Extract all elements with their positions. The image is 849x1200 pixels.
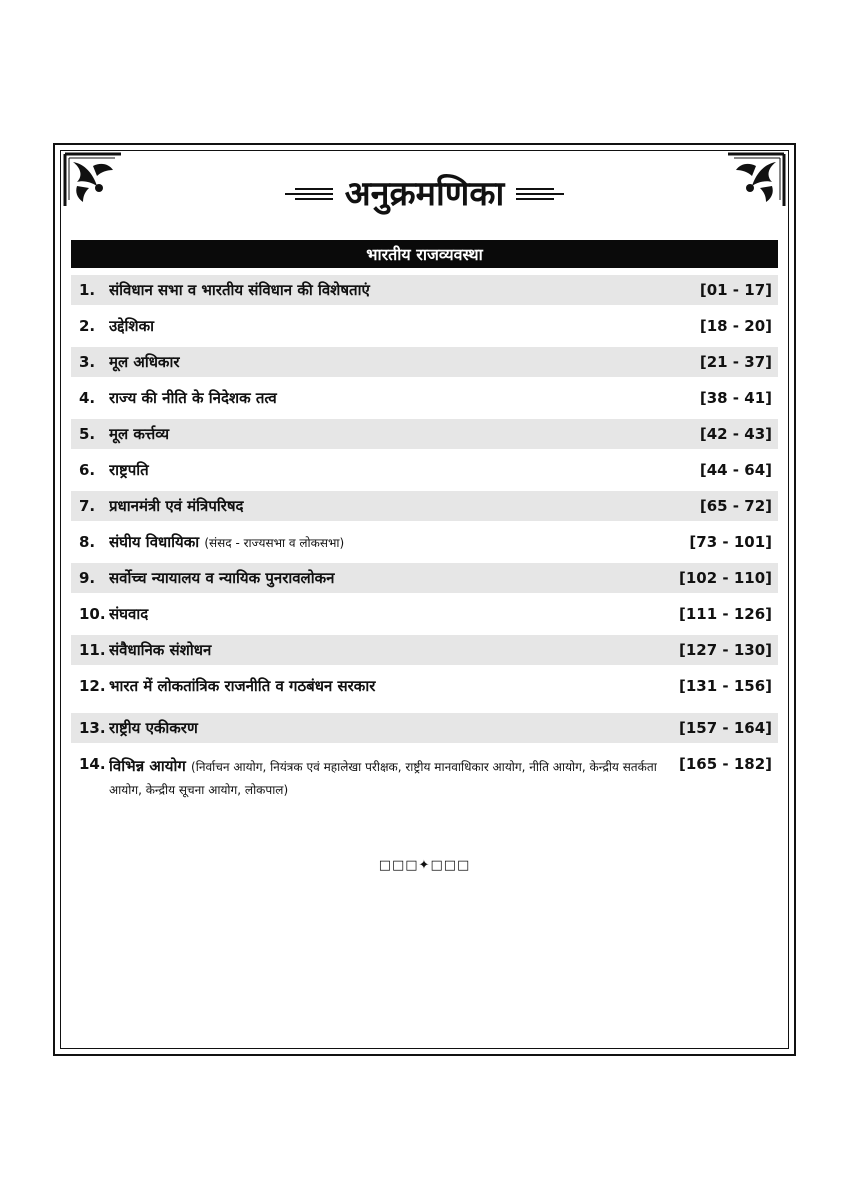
toc-number: 6. xyxy=(79,461,96,479)
toc-title: संवैधानिक संशोधन xyxy=(109,641,212,659)
toc-pages: [102 - 110] xyxy=(678,569,772,587)
toc-pages: [21 - 37] xyxy=(699,353,772,371)
toc-row xyxy=(71,599,778,629)
toc-number: 14. xyxy=(79,755,106,773)
toc-title: प्रधानमंत्री एवं मंत्रिपरिषद xyxy=(109,497,244,515)
toc-title: उद्देशिका xyxy=(109,317,154,335)
title-block xyxy=(250,168,599,220)
toc-number: 1. xyxy=(79,281,96,299)
toc-number: 12. xyxy=(79,677,106,695)
corner-ornament-right-icon xyxy=(726,152,786,208)
toc-row xyxy=(71,527,778,557)
toc-pages: [44 - 64] xyxy=(699,461,772,479)
footer-ornament: □□□✦□□□ xyxy=(378,858,471,873)
toc-title: सर्वोच्च न्यायालय व न्यायिक पुनरावलोकन xyxy=(109,569,335,587)
toc-title-main: विभिन्न आयोग xyxy=(109,757,186,775)
toc-row xyxy=(71,635,778,665)
toc-number: 8. xyxy=(79,533,96,551)
toc-pages: [18 - 20] xyxy=(699,317,772,335)
toc-row xyxy=(71,311,778,341)
toc-number: 3. xyxy=(79,353,96,371)
toc-pages: [131 - 156] xyxy=(678,677,772,695)
toc-title: संघवाद xyxy=(109,605,149,623)
corner-ornament-left-icon xyxy=(63,152,123,208)
toc-number: 11. xyxy=(79,641,106,659)
section-header: भारतीय राजव्यवस्था xyxy=(71,240,778,268)
toc-pages: [01 - 17] xyxy=(699,281,772,299)
toc-pages: [157 - 164] xyxy=(678,719,772,737)
toc-pages: [65 - 72] xyxy=(699,497,772,515)
toc-title: राष्ट्रीय एकीकरण xyxy=(109,719,198,737)
toc-pages: [111 - 126] xyxy=(678,605,772,623)
toc-row xyxy=(71,455,778,485)
toc-row xyxy=(71,749,778,799)
toc-title: मूल कर्त्तव्य xyxy=(109,425,170,443)
toc-title xyxy=(109,755,679,801)
toc-pages: [42 - 43] xyxy=(699,425,772,443)
toc-number: 4. xyxy=(79,389,96,407)
toc-row xyxy=(71,671,778,701)
toc-number: 9. xyxy=(79,569,96,587)
toc-title-subtitle: (निर्वाचन आयोग, नियंत्रक एवं महालेखा परीक्षक, राष्ट्रीय मानवाधिकार आयोग, नीति आयोग, केन्द्रीय सतर्कता आयोग, केन्द्रीय सूचना आयोग, लोकपाल) xyxy=(109,760,657,797)
toc-title: राज्य की नीति के निदेशक तत्व xyxy=(109,389,277,407)
toc-number: 2. xyxy=(79,317,96,335)
toc-number: 5. xyxy=(79,425,96,443)
page-title: अनुक्रमणिका xyxy=(344,174,505,214)
toc-title: भारत में लोकतांत्रिक राजनीति व गठबंधन सरकार xyxy=(109,677,376,695)
title-deco-left-icon xyxy=(281,186,333,202)
toc-row xyxy=(71,275,778,305)
toc-pages: [38 - 41] xyxy=(699,389,772,407)
toc-title xyxy=(109,532,689,552)
toc-number: 10. xyxy=(79,605,106,623)
title-deco-right-icon xyxy=(516,186,568,202)
toc-number: 7. xyxy=(79,497,96,515)
toc-row xyxy=(71,713,778,743)
toc-title-subtitle: (संसद - राज्यसभा व लोकसभा) xyxy=(204,536,345,550)
toc-row xyxy=(71,491,778,521)
toc-row xyxy=(71,563,778,593)
toc-row xyxy=(71,419,778,449)
toc-title: संविधान सभा व भारतीय संविधान की विशेषताएं xyxy=(109,281,370,299)
toc-title: मूल अधिकार xyxy=(109,353,180,371)
toc-number: 13. xyxy=(79,719,106,737)
toc-pages: [127 - 130] xyxy=(678,641,772,659)
toc-pages: [165 - 182] xyxy=(678,755,772,773)
toc-pages: [73 - 101] xyxy=(689,533,772,551)
toc-title-main: संघीय विधायिका xyxy=(109,533,200,551)
toc-row xyxy=(71,383,778,413)
toc-row xyxy=(71,347,778,377)
toc-title: राष्ट्रपति xyxy=(109,461,149,479)
